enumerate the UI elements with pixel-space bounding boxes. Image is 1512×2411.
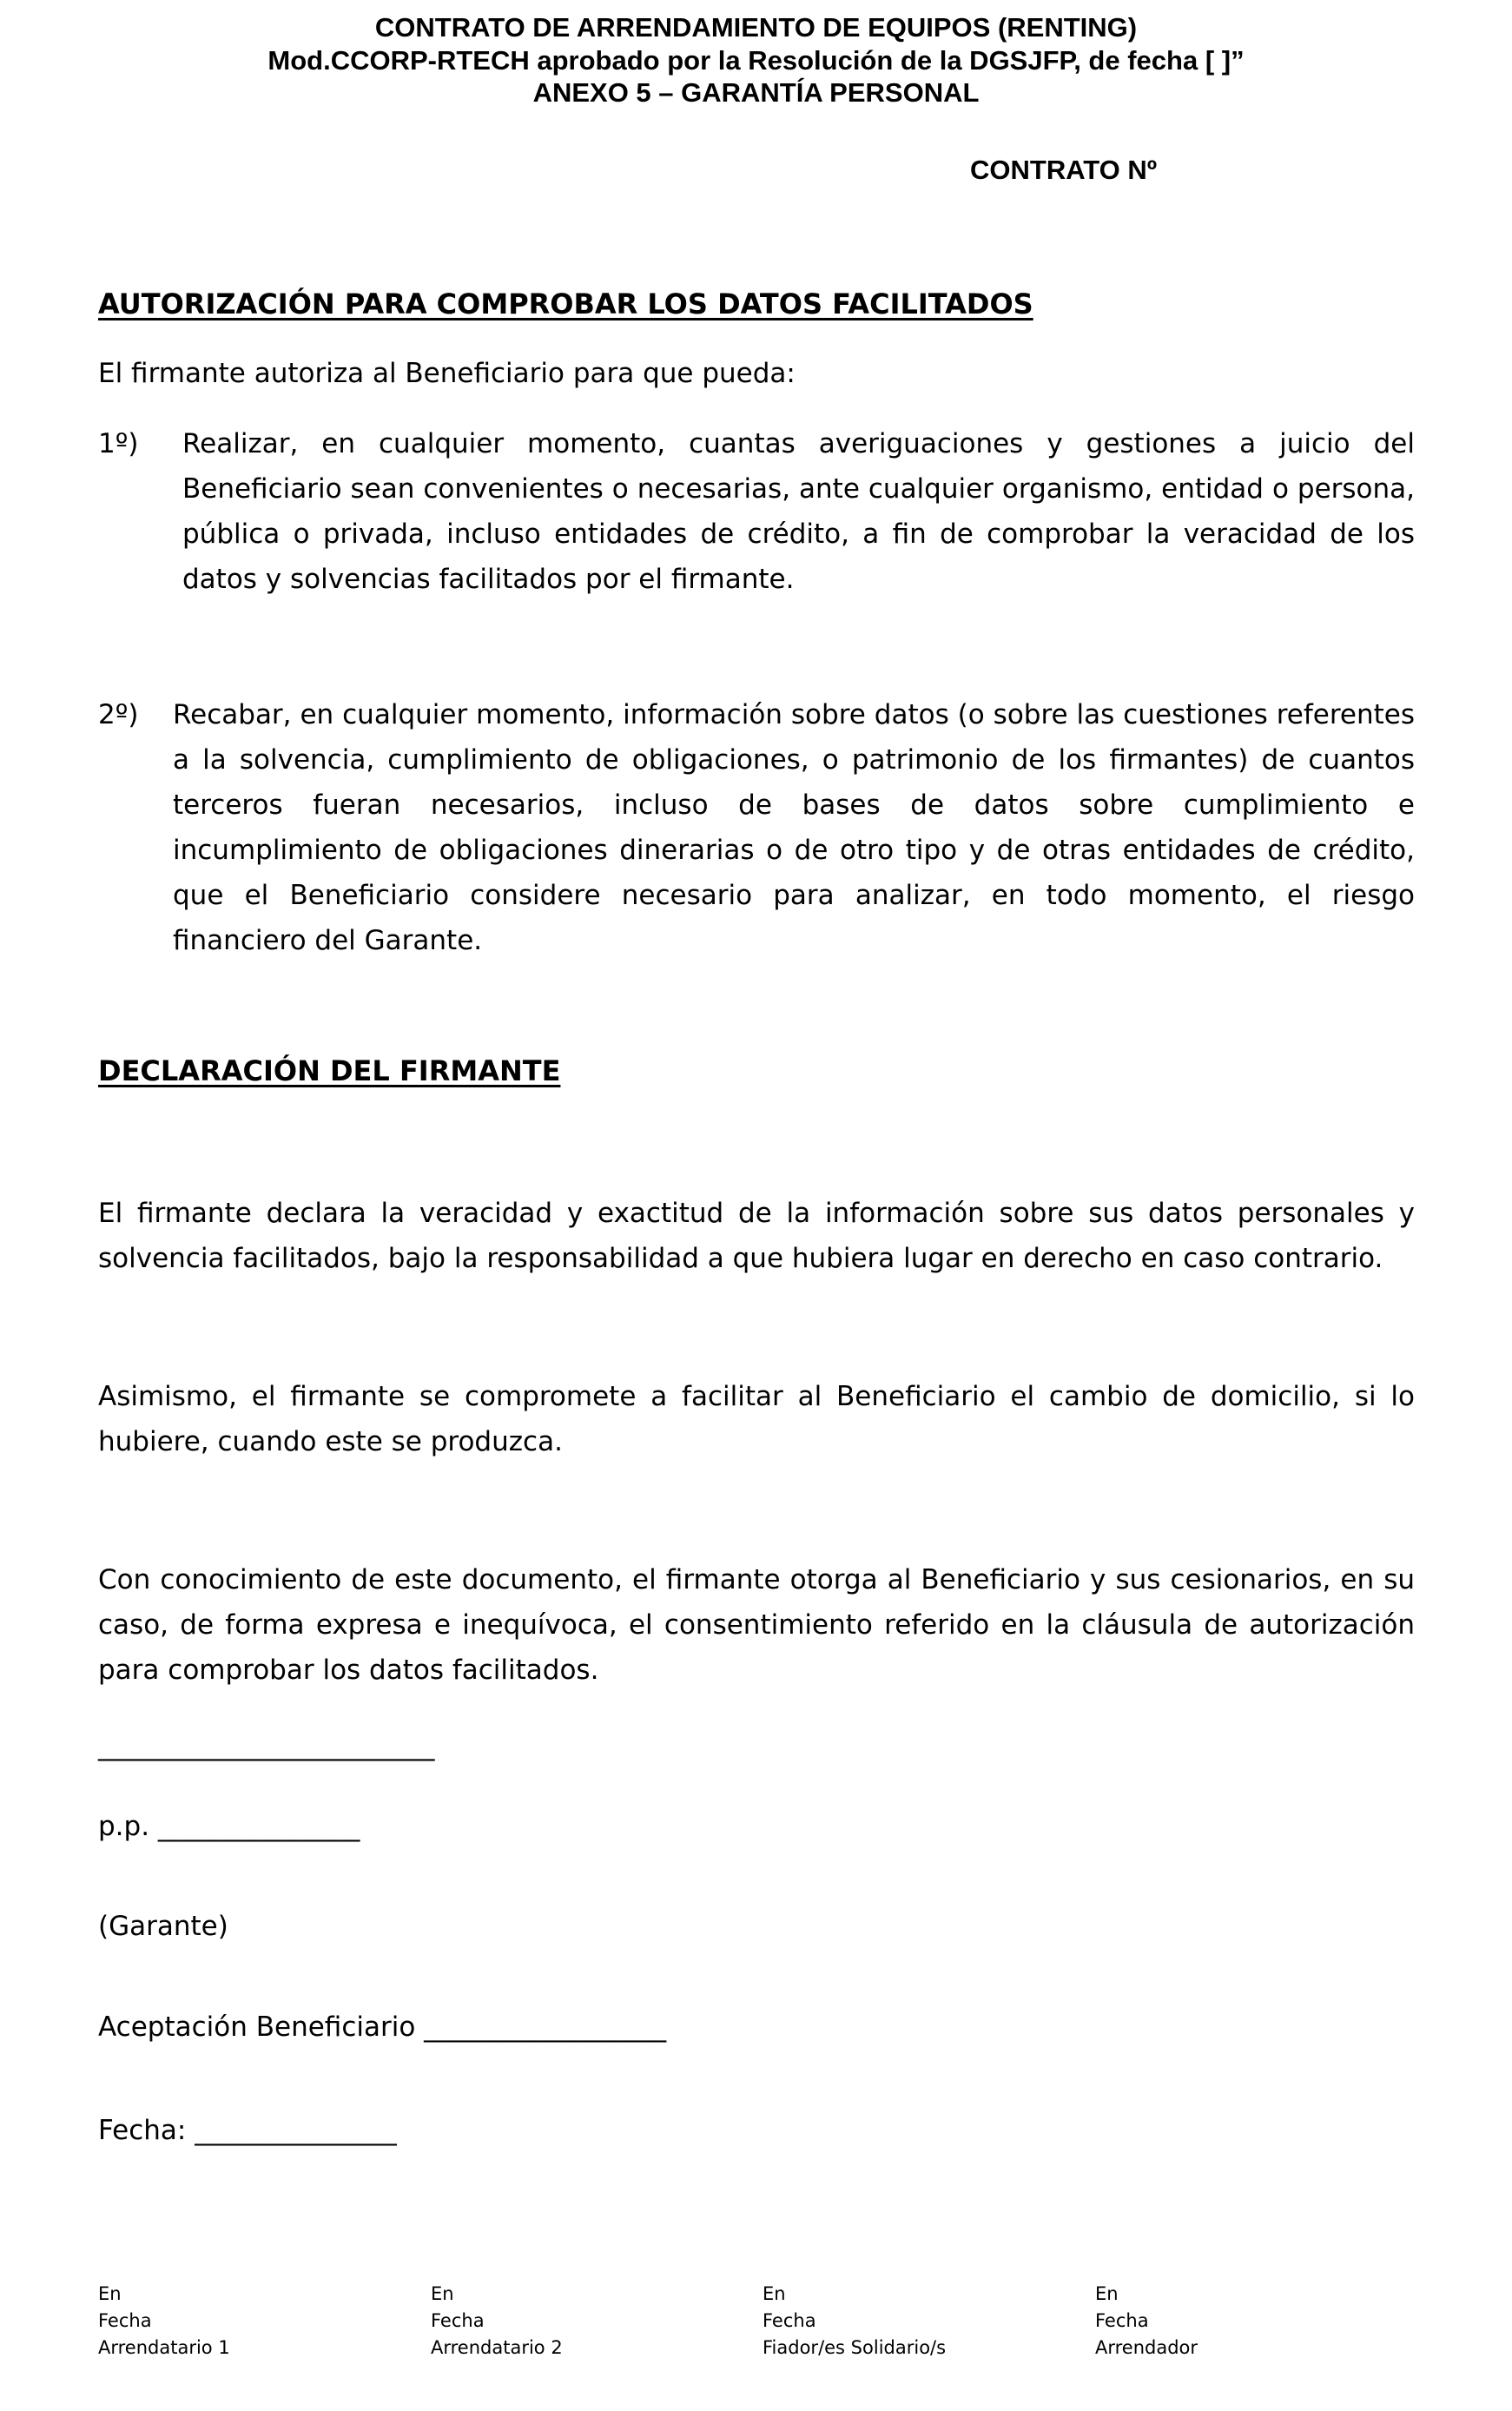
footer-role-label: Arrendatario 1 — [98, 2337, 230, 2358]
declaration-paragraph-3: Con conocimiento de este documento, el firmante otorga al Beneficiario y sus cesionarios, en su caso, de forma expresa e inequívoca, el consentimiento referido en la cláusula de autorización para comprobar los datos facilitados. — [98, 1564, 1415, 1686]
footer-column-arrendador — [1095, 2281, 1382, 2361]
item-1-text: Realizar, en cualquier momento, cuantas averiguaciones y gestiones a juicio del Beneficiario sean convenientes o necesarias, ante cualquier organismo, entidad o persona, pública o privada, incluso entidades de crédito, a fin de comprobar la veracidad de los datos y solvencias facilitados por el firmante. — [182, 428, 1415, 595]
footer-column-arrendatario-1 — [98, 2281, 385, 2361]
authorization-intro: El firmante autoriza al Beneficiario para que pueda: — [98, 358, 796, 389]
document-title: CONTRATO DE ARRENDAMIENTO DE EQUIPOS (RENTING) — [374, 12, 1138, 43]
footer-fecha-label: Fecha — [1095, 2310, 1149, 2331]
beneficiary-acceptance-field: Aceptación Beneficiario __________________ — [98, 2011, 667, 2043]
annex-title: ANEXO 5 – GARANTÍA PERSONAL — [532, 77, 980, 108]
footer-role-label: Arrendatario 2 — [431, 2337, 563, 2358]
declaration-heading: DECLARACIÓN DEL FIRMANTE — [98, 1054, 561, 1087]
date-field: Fecha: _______________ — [98, 2115, 397, 2146]
footer-column-arrendatario-2 — [431, 2281, 717, 2361]
footer-column-fiador — [763, 2281, 1049, 2361]
footer-fecha-label: Fecha — [763, 2310, 816, 2331]
guarantor-label: (Garante) — [98, 1911, 228, 1942]
pp-signature-field: p.p. _______________ — [98, 1811, 360, 1842]
footer-role-label: Fiador/es Solidario/s — [763, 2337, 947, 2358]
footer-fecha-label: Fecha — [431, 2310, 485, 2331]
item-2-text: Recabar, en cualquier momento, información sobre datos (o sobre las cuestiones referentes a la solvencia, cumplimiento de obligaciones, o patrimonio de los firmantes) de cuantos terceros fueran necesarios, incluso de bases de datos sobre cumplimiento e incumplimiento de obligaciones dinerarias o de otro tipo y de otras entidades de crédito, que el Beneficiario considere necesario para analizar, en todo momento, el riesgo financiero del Garante. — [173, 699, 1415, 956]
item-1-number: 1º) — [98, 428, 139, 459]
document-model-reference: Mod.CCORP-RTECH aprobado por la Resolución de la DGSJFP, de fecha [ ]” — [267, 45, 1245, 76]
footer-en-label: En — [763, 2283, 786, 2304]
item-2-number: 2º) — [98, 699, 139, 730]
footer-role-label: Arrendador — [1095, 2337, 1198, 2358]
signature-line: _________________________ — [98, 1730, 435, 1761]
declaration-paragraph-2: Asimismo, el firmante se compromete a facilitar al Beneficiario el cambio de domicilio, si lo hubiere, cuando este se produzca. — [98, 1381, 1415, 1457]
contract-number-label: CONTRATO Nº — [970, 155, 1158, 185]
authorization-heading: AUTORIZACIÓN PARA COMPROBAR LOS DATOS FACILITADOS — [98, 287, 1033, 320]
footer-fecha-label: Fecha — [98, 2310, 152, 2331]
footer-en-label: En — [1095, 2283, 1119, 2304]
declaration-paragraph-1: El firmante declara la veracidad y exactitud de la información sobre sus datos personales y solvencia facilitados, bajo la responsabilidad a que hubiera lugar en derecho en caso contrario. — [98, 1198, 1415, 1274]
footer-en-label: En — [98, 2283, 122, 2304]
footer-en-label: En — [431, 2283, 454, 2304]
